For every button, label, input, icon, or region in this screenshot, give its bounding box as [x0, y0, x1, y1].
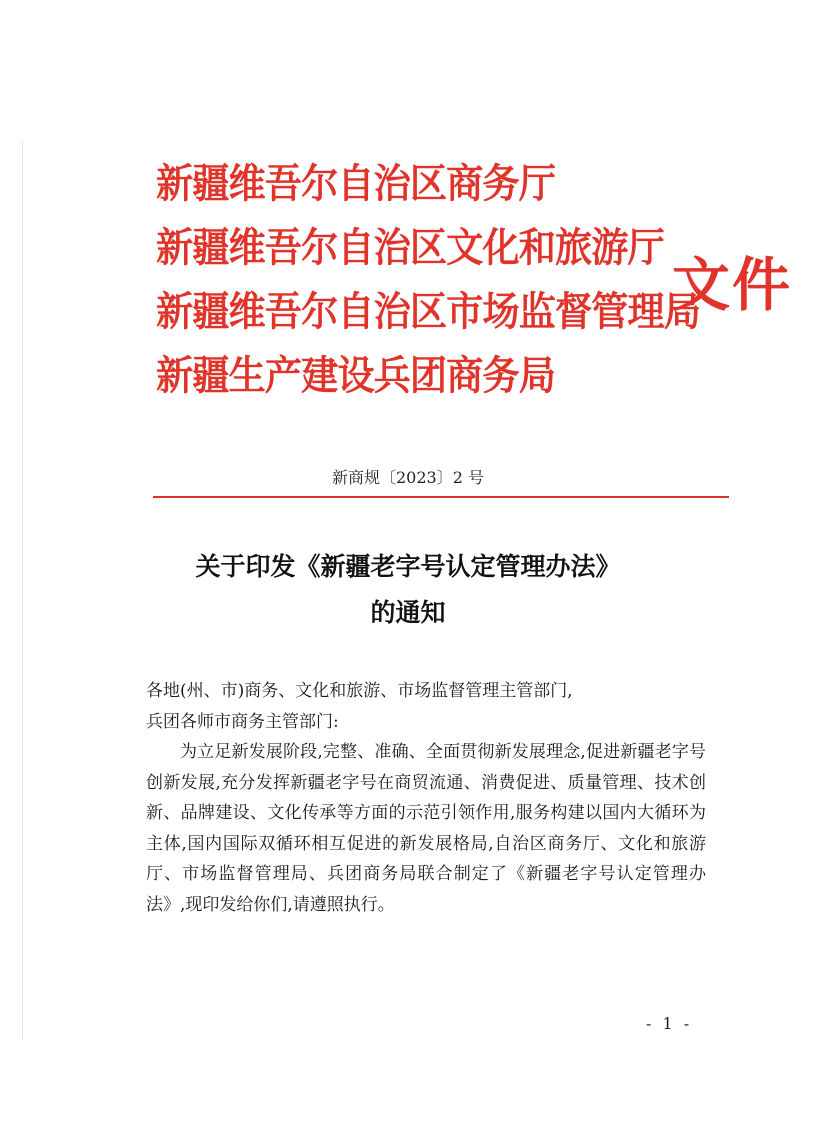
addressee-line-2: 兵团各师市商务主管部门: — [146, 711, 339, 732]
document-title — [0, 544, 816, 636]
issuer-corps-commerce-bureau: 新疆生产建设兵团商务局 — [156, 353, 555, 399]
issuer-culture-tourism-dept: 新疆维吾尔自治区文化和旅游厅 — [156, 225, 664, 271]
addressee-line-1: 各地(州、市)商务、文化和旅游、市场监督管理主管部门, — [146, 681, 573, 701]
body-paragraph: 为立足新发展阶段,完整、准确、全面贯彻新发展理念,促进新疆老字号创新发展,充分发挥新疆老字号在商贸流通、消费促进、质量管理、技术创新、品牌建设、文化传承等方面的示范引领作用,服务构建以国内大循环为主体,国内国际双循环相互促进的新发展格局,自治区商务厅、文化和旅游厅、市场监督管理局、兵团商务局联合制定了《新疆老字号认定管理办法》,现印发给你们,请遵照执行。 — [146, 742, 706, 915]
document-number: 新商规〔2023〕2 号 — [332, 468, 484, 487]
red-divider-line — [153, 496, 729, 498]
document-suffix: 文件 — [672, 251, 793, 319]
issuer-market-regulation-bureau: 新疆维吾尔自治区市场监督管理局 — [156, 289, 701, 335]
page-number: - 1 - — [646, 1014, 693, 1033]
issuer-block — [156, 152, 741, 408]
title-line-2: 的通知 — [370, 598, 446, 627]
document-body — [146, 676, 706, 920]
title-line-1: 关于印发《新疆老字号认定管理办法》 — [195, 552, 621, 581]
issuer-commerce-dept: 新疆维吾尔自治区商务厅 — [156, 161, 555, 207]
